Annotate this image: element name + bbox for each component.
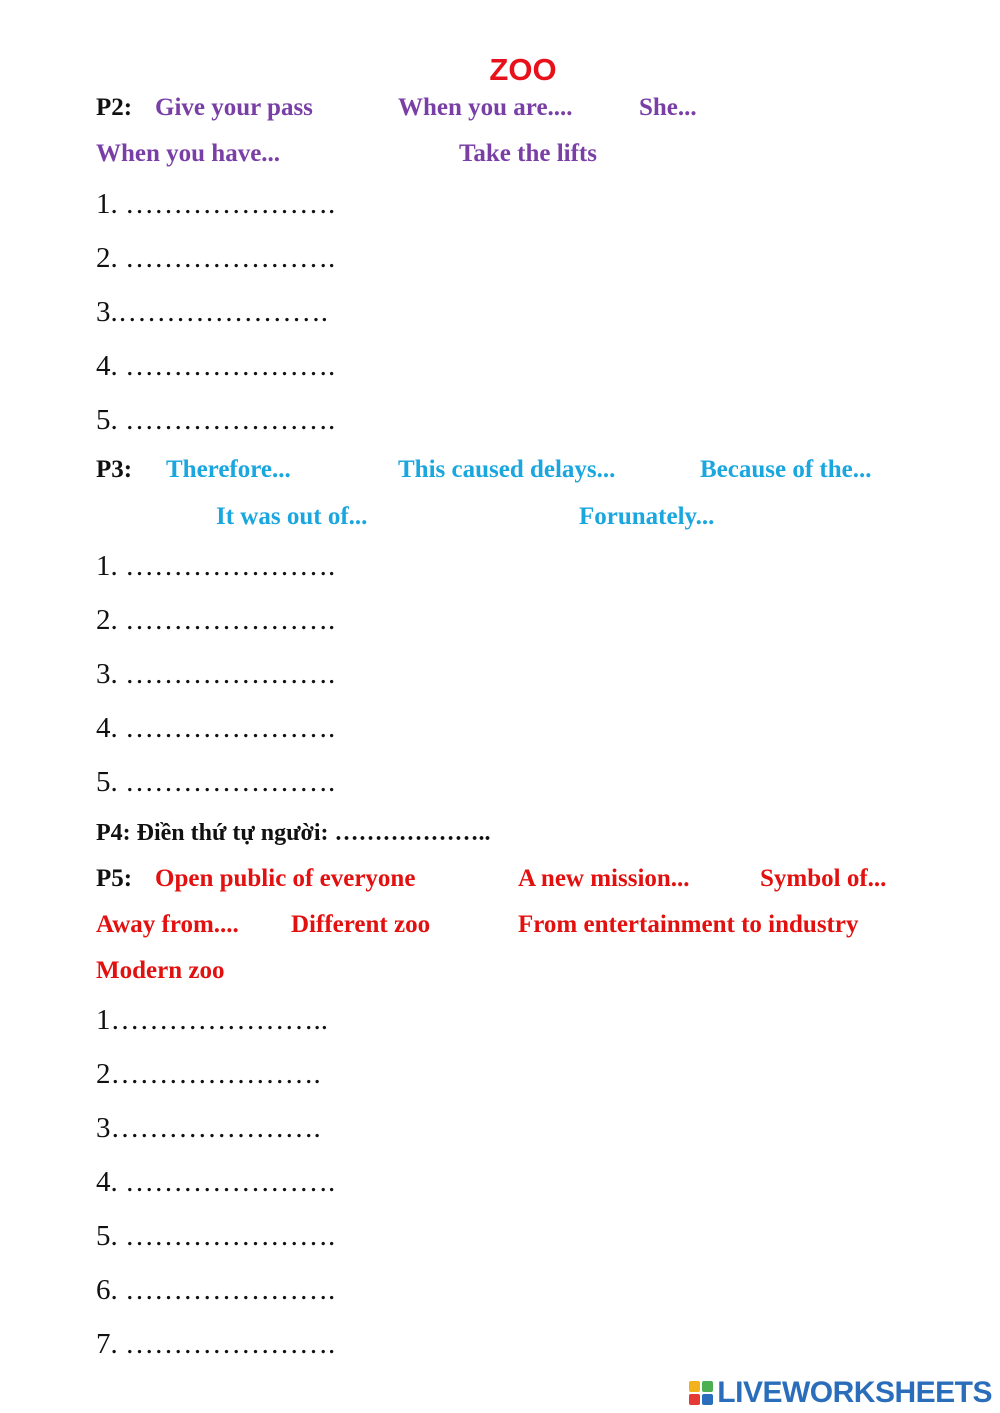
p3-label: P3: <box>96 456 133 483</box>
p5-option: A new mission... <box>518 865 690 892</box>
p3-option: It was out of... <box>216 503 368 530</box>
answer-line[interactable]: 5. …………………. <box>96 766 336 798</box>
answer-line[interactable]: 4. …………………. <box>96 350 336 382</box>
answer-line[interactable]: 1. …………………. <box>96 550 336 582</box>
answer-line[interactable]: 4. …………………. <box>96 1166 336 1198</box>
p3-option: Therefore... <box>166 456 291 483</box>
p5-option: Open public of everyone <box>155 865 416 892</box>
p2-option: When you have... <box>96 140 281 167</box>
p2-option: When you are.... <box>398 94 573 121</box>
brand-name: LIVEWORKSHEETS <box>717 1376 992 1409</box>
liveworksheets-logo <box>689 1376 992 1410</box>
p3-option: Because of the... <box>700 456 872 483</box>
answer-line[interactable]: 2. …………………. <box>96 604 336 636</box>
p2-label: P2: <box>96 94 133 121</box>
p5-option: Symbol of... <box>760 865 887 892</box>
answer-line[interactable]: 1………………….. <box>96 1004 328 1036</box>
p5-option: Away from.... <box>96 911 239 938</box>
answer-line[interactable]: 6. …………………. <box>96 1274 336 1306</box>
p5-option: Modern zoo <box>96 957 225 984</box>
answer-line[interactable]: 5. …………………. <box>96 1220 336 1252</box>
p5-option: From entertainment to industry <box>518 911 859 938</box>
p2-option: Take the lifts <box>459 140 597 167</box>
answer-line[interactable]: 1. …………………. <box>96 188 336 220</box>
answer-line[interactable]: 5. …………………. <box>96 404 336 436</box>
answer-line[interactable]: 7. …………………. <box>96 1328 336 1360</box>
answer-line[interactable]: 3.…………………. <box>96 296 328 328</box>
answer-line[interactable]: 2. …………………. <box>96 242 336 274</box>
p4-prompt[interactable]: P4: Điền thứ tự người: ……………….. <box>96 820 491 846</box>
liveworksheets-mark-icon <box>689 1381 713 1405</box>
p2-option: She... <box>639 94 697 121</box>
p3-option: This caused delays... <box>398 456 616 483</box>
answer-line[interactable]: 2…………………. <box>96 1058 321 1090</box>
answer-line[interactable]: 3…………………. <box>96 1112 321 1144</box>
answer-line[interactable]: 3. …………………. <box>96 658 336 690</box>
answer-line[interactable]: 4. …………………. <box>96 712 336 744</box>
page-title: ZOO <box>489 52 557 87</box>
p3-option: Forunately... <box>579 503 715 530</box>
p5-option: Different zoo <box>291 911 431 938</box>
p2-option: Give your pass <box>155 94 313 121</box>
p5-label: P5: <box>96 865 133 892</box>
